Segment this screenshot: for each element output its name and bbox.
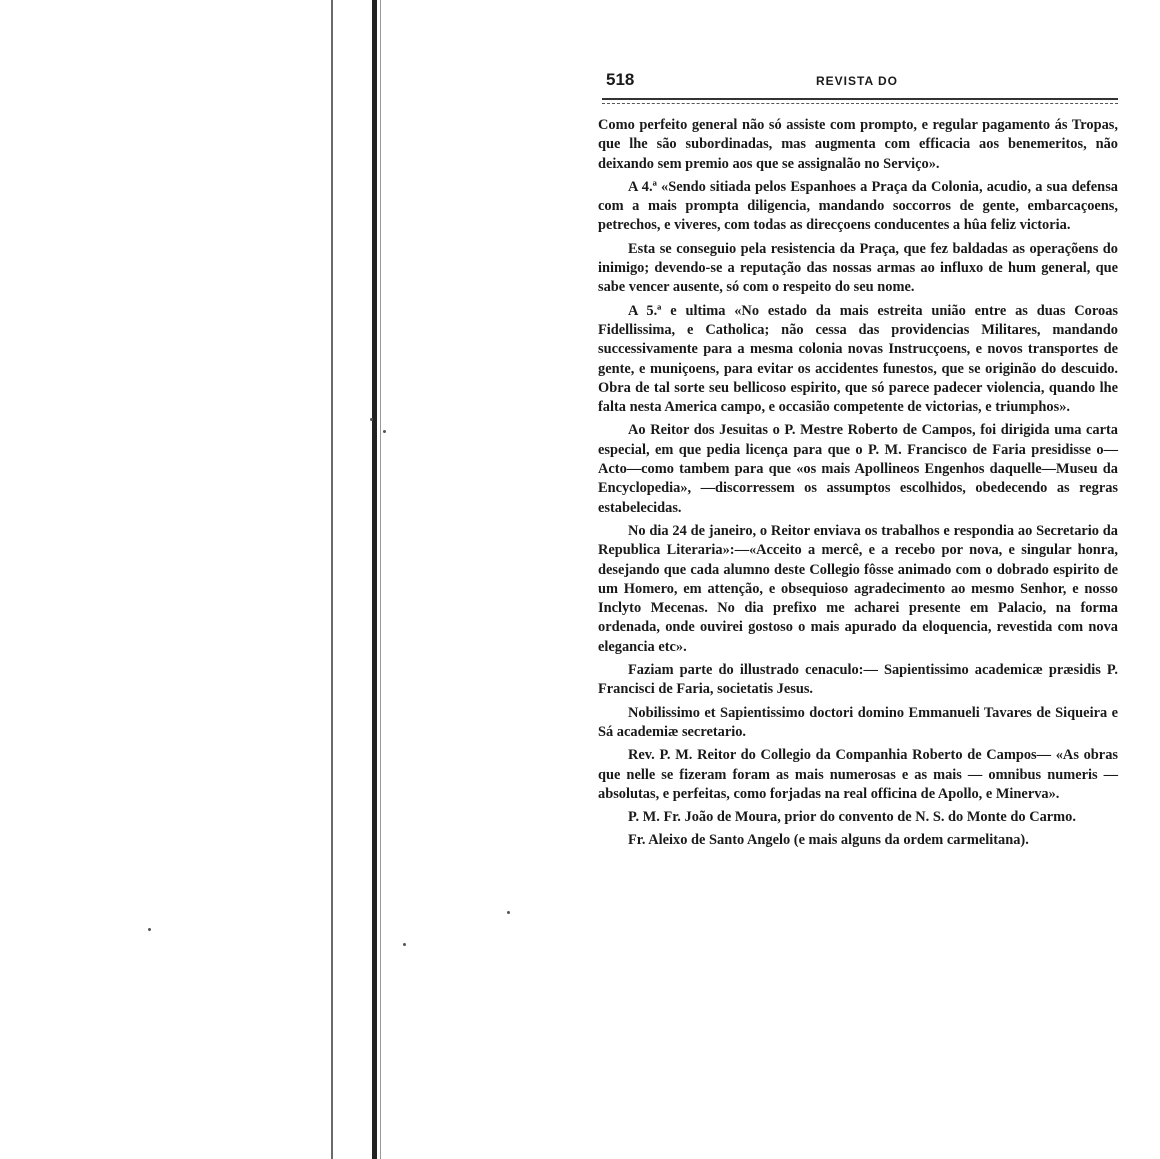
scan-speck <box>370 418 373 421</box>
paragraph: No dia 24 de janeiro, o Reitor enviava os trabalhos e respondia ao Secretario da Republica Literaria»:—«Acceito a mercê, e a recebo por nova, e singular honra, desejando que cada alumno deste Collegio fôsse animado com o dobrado espirito de um Homero, em attenção, e obsequioso agradecimento ao mesmo Senhor, e nosso Inclyto Mecenas. No dia prefixo me acharei presente em Palacio, na forma ordenada, onde ouvirei gostoso o mais apurado da eloquencia, revestida com nova elegancia etc». <box>598 522 1118 655</box>
page-number: 518 <box>606 70 635 89</box>
paragraph: Ao Reitor dos Jesuitas o P. Mestre Roberto de Campos, foi dirigida uma carta especial, em que pedia licença para que o P. M. Francisco de Faria presidisse o—Acto—como tambem para que «os mais Apollineos Engenhos daquelle—Museu da Encyclopedia», —discorressem os assumptos escolhidos, obedecendo as regras estabelecidas. <box>598 422 1118 516</box>
scan-speck <box>403 943 406 946</box>
running-head: REVISTA DO <box>816 74 899 88</box>
book-gutter-shadow <box>372 0 377 1159</box>
paragraph: Rev. P. M. Reitor do Collegio da Companhia Roberto de Campos— «As obras que nelle se fizeram foram as mais numerosas e as mais — omnibus numeris —absolutas, e perfeitas, como forjadas na real officina de Apollo, e Minerva». <box>598 747 1118 802</box>
paragraph: Nobilissimo et Sapientissimo doctori domino Emmanueli Tavares de Siqueira e Sá academiæ secretario. <box>598 704 1118 740</box>
page-header <box>598 70 1118 96</box>
paragraph: Como perfeito general não só assiste com prompto, e regular pagamento ás Tropas, que lhe são subordinadas, mas augmenta com efficacia aos benemeritos, não deixando sem premio aos que se assignalão no Serviço». <box>598 117 1118 172</box>
document-page <box>598 70 1118 855</box>
paragraph: Esta se conseguio pela resistencia da Praça, que fez baldadas as operaçõens do inimigo; devendo-se a reputação das nossas armas ao influxo de hum general, que sabe vencer ausente, só com o respeito do seu nome. <box>598 240 1118 296</box>
paragraph: A 4.ª «Sendo sitiada pelos Espanhoes a Praça da Colonia, acudio, a sua defensa com a mais prompta diligencia, mandando soccorros de gente, embarcaçoens, petrechos, e viveres, com todas as direcçoens conducentes a hûa feliz victoria. <box>598 178 1118 234</box>
paragraph: Fr. Aleixo de Santo Angelo (e mais alguns da ordem carmelitana). <box>628 832 1029 849</box>
paragraph: P. M. Fr. João de Moura, prior do convento de N. S. do Monte do Carmo. <box>628 809 1076 826</box>
book-spine-edge <box>331 0 333 1159</box>
header-rule <box>602 98 1118 104</box>
body-text <box>598 116 1118 851</box>
paragraph: Faziam parte do illustrado cenaculo:— Sapientissimo academicæ præsidis P. Francisci de Faria, societatis Jesus. <box>598 662 1118 698</box>
book-gutter-line <box>380 0 381 1159</box>
scan-speck <box>383 430 386 433</box>
scan-speck <box>148 928 151 931</box>
scan-speck <box>507 911 510 914</box>
paragraph: A 5.ª e ultima «No estado da mais estreita união entre as duas Coroas Fidellissima, e Catholica; não cessa das providencias Militares, mandando successivamente para a mesma colonia novas Instrucçoens, e novos transportes de gente, e muniçoens, para evitar os accidentes funestos, que se originão do descuido. Obra de tal sorte seu bellicoso espirito, que só parece padecer violencia, quando lhe falta nesta America campo, e occasião competente de victorias, e triumphos». <box>598 302 1118 416</box>
